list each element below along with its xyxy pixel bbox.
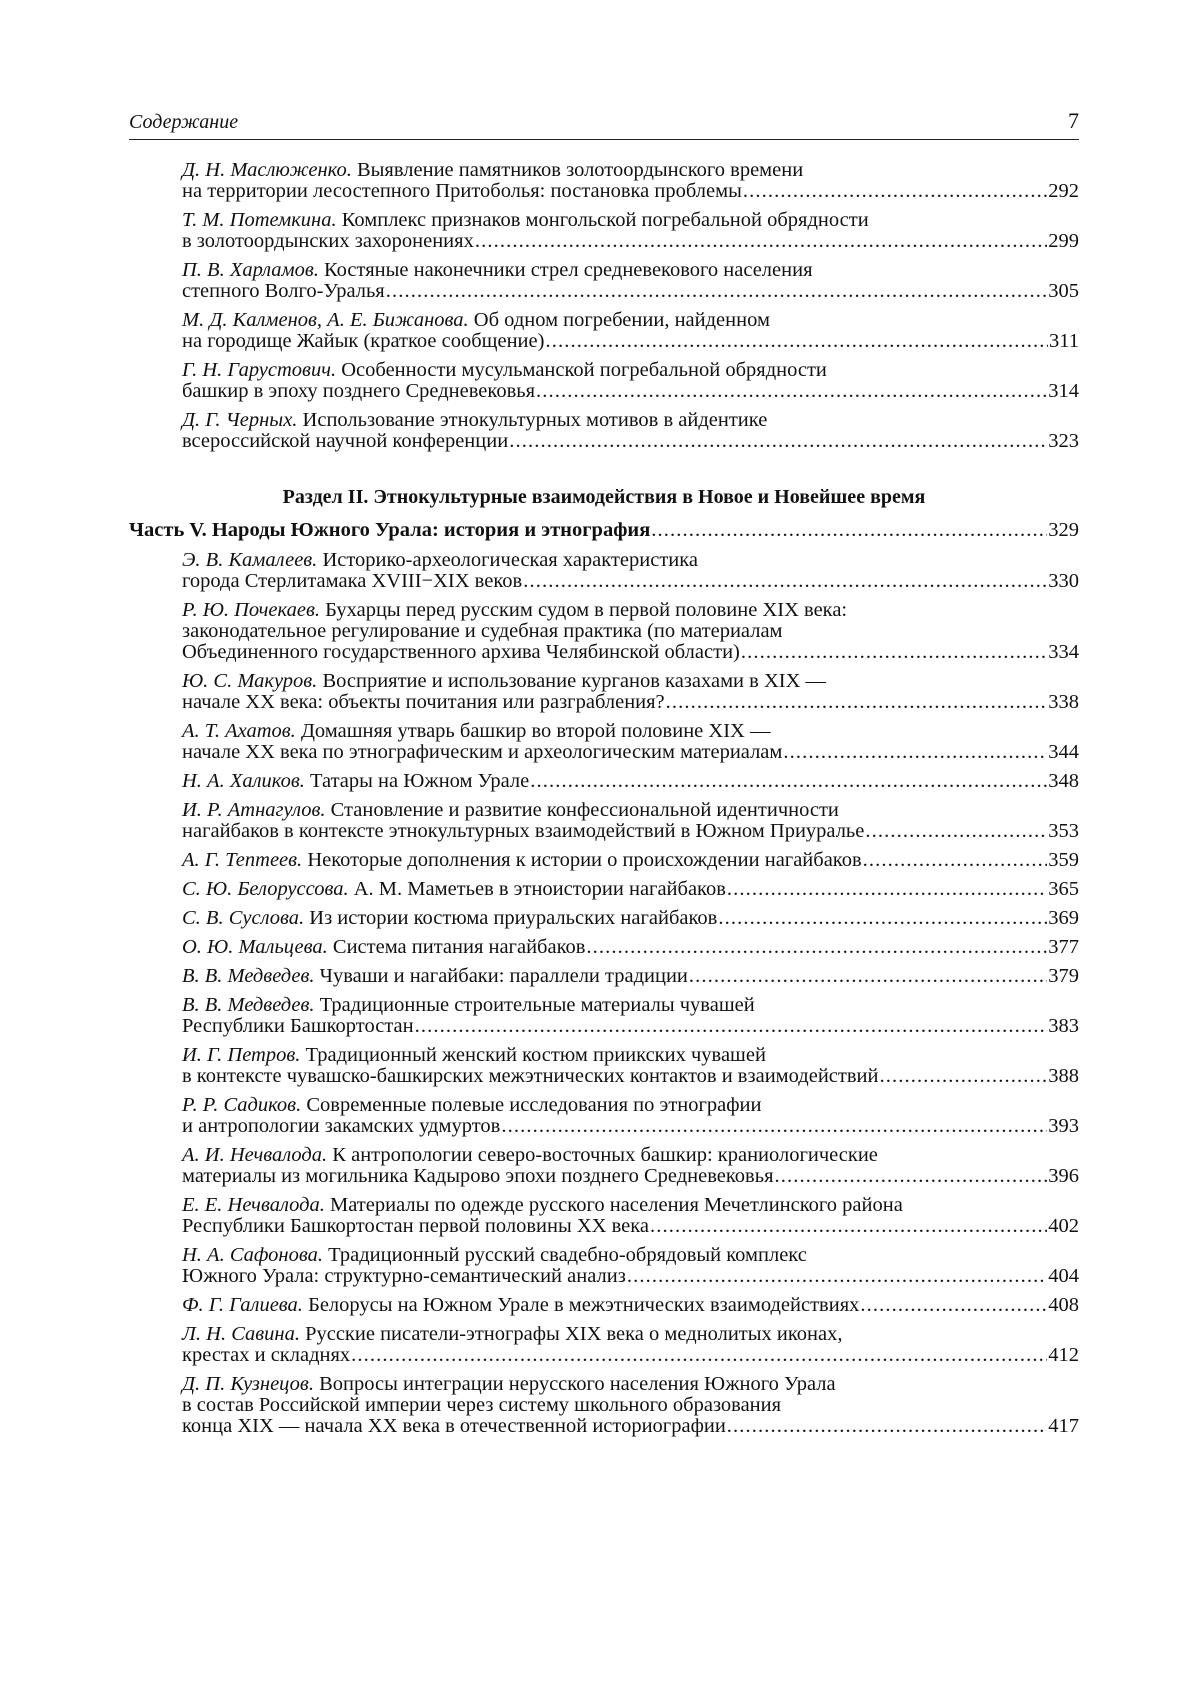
entry-last-line (182, 966, 1079, 987)
entry-last-line (182, 1416, 1079, 1437)
entry-title-text: в контексте чувашско-башкирских межэтнических контактов и взаимодействий (182, 1065, 879, 1087)
entry-author: Л. Н. Савина. (182, 1323, 300, 1345)
page-ref: 353 (1048, 820, 1079, 842)
entry-title-text: города Стерлитамака XVIII−XIX веков (182, 570, 523, 592)
entry-title-end (182, 181, 742, 202)
entry-title-line (182, 310, 1079, 331)
entry-author: Ф. Г. Галиева. (182, 1294, 303, 1316)
page-ref: 388 (1048, 1065, 1079, 1087)
page-ref: 348 (1048, 770, 1079, 792)
entry-last-line (182, 692, 1079, 713)
leader-dots (863, 850, 1048, 871)
entry-title-line (182, 1324, 1079, 1345)
page-ref: 311 (1049, 330, 1079, 352)
entry-title-text: Русские писатели-этнографы XIX века о меднолитых иконах, (305, 1323, 843, 1345)
toc-entry[interactable] (182, 937, 1079, 958)
leader-dots (783, 742, 1047, 763)
leader-dots (666, 692, 1048, 713)
toc-entry[interactable] (182, 879, 1079, 900)
entry-title-end (182, 908, 717, 929)
entry-title-text: Восприятие и использование курганов казахами в XIX — (322, 670, 826, 692)
entry-title-end (182, 1416, 726, 1437)
entry-author: С. В. Суслова. (182, 907, 305, 929)
entry-last-line (182, 571, 1079, 592)
entry-last-line (182, 908, 1079, 929)
entry-last-line (182, 1166, 1079, 1187)
entry-title-line (182, 621, 1079, 642)
entry-title-text: конца XIX — начала XX века в отечественной историографии (182, 1415, 726, 1437)
leader-dots (865, 821, 1047, 842)
entry-title-text: на территории лесостепного Притоболья: постановка проблемы (182, 180, 742, 202)
entry-last-line (182, 281, 1079, 302)
entry-title-line (182, 1245, 1079, 1266)
toc-page (129, 108, 1079, 1445)
entry-title-text: законодательное регулирование и судебная практика (по материалам (182, 620, 783, 642)
entry-title-end (182, 231, 474, 252)
entry-title-text: нагайбаков в контексте этнокультурных взаимодействий в Южном Приуралье (182, 820, 865, 842)
entry-last-line (182, 1216, 1079, 1237)
entry-title-text: Бухарцы перед русским судом в первой половине XIX века: (325, 599, 848, 621)
leader-dots (545, 331, 1048, 352)
entry-title-end (182, 1266, 626, 1287)
entry-title-end (182, 381, 535, 402)
header-page-number: 7 (1068, 108, 1079, 133)
entry-title-end (182, 331, 544, 352)
page-ref: 379 (1048, 965, 1079, 987)
page-ref: 314 (1048, 380, 1079, 402)
entry-title-line (182, 550, 1079, 571)
entry-title-line (182, 1045, 1079, 1066)
leader-dots (651, 519, 1047, 542)
entry-title-end (182, 821, 864, 842)
entry-title-end (182, 1066, 878, 1087)
leader-dots (501, 1116, 1047, 1137)
toc-entry[interactable] (182, 1145, 1079, 1187)
entry-title-text: Из истории костюма приуральских нагайбаков (309, 907, 718, 929)
entry-title-text: Чуваши и нагайбаки: параллели традиции (319, 965, 688, 987)
page-ref: 365 (1048, 878, 1079, 900)
leader-dots (860, 1295, 1047, 1316)
entry-title-end (182, 1345, 350, 1366)
entry-title-text: Костяные наконечники стрел средневекового населения (324, 259, 813, 281)
toc-entry[interactable] (182, 1245, 1079, 1287)
part-heading[interactable] (129, 519, 1079, 542)
entry-author: Д. Г. Черных. (182, 409, 298, 431)
header-title: Содержание (129, 111, 239, 133)
entry-title-text: крестах и складнях (182, 1344, 351, 1366)
toc-entry[interactable] (182, 671, 1079, 713)
toc-group-b (129, 550, 1079, 1437)
entry-last-line (182, 1345, 1079, 1366)
entry-author: В. В. Медведев. (182, 965, 315, 987)
entry-author: Р. Ю. Почекаев. (182, 599, 320, 621)
page-ref: 402 (1048, 1215, 1079, 1237)
page-ref: 329 (1048, 519, 1079, 541)
entry-last-line (182, 742, 1079, 763)
entry-author: И. Р. Атнагулов. (182, 799, 326, 821)
entry-title-text: Традиционные строительные материалы чувашей (319, 994, 755, 1016)
entry-last-line (182, 850, 1079, 871)
entry-author: О. Ю. Мальцева. (182, 936, 328, 958)
page-ref: 292 (1048, 180, 1079, 202)
toc-entry[interactable] (182, 908, 1079, 929)
entry-last-line (182, 771, 1079, 792)
page-ref: 408 (1048, 1294, 1079, 1316)
page-ref: 377 (1048, 936, 1079, 958)
toc-entry[interactable] (182, 550, 1079, 592)
entry-title-text: Южного Урала: структурно-семантический анализ (182, 1265, 626, 1287)
entry-title-end (182, 1166, 774, 1187)
leader-dots (650, 1216, 1047, 1237)
toc-entry[interactable] (182, 260, 1079, 302)
entry-title-line (182, 1195, 1079, 1216)
leader-dots (727, 879, 1047, 900)
entry-title-end (182, 966, 688, 987)
entry-title-end (182, 431, 508, 452)
toc-entry[interactable] (182, 1295, 1079, 1316)
page-ref: 417 (1048, 1415, 1079, 1437)
entry-author: А. И. Нечвалода. (182, 1144, 328, 1166)
page-ref: 404 (1048, 1265, 1079, 1287)
entry-author: Т. М. Потемкина. (182, 209, 337, 231)
toc-entry[interactable] (182, 310, 1079, 352)
toc-entry[interactable] (182, 1195, 1079, 1237)
page-ref: 338 (1048, 691, 1079, 713)
entry-author: М. Д. Калменов, А. Е. Бижанова. (182, 309, 469, 331)
entry-title-text: А. М. Маметьев в этноистории нагайбаков (353, 878, 726, 900)
leader-dots (627, 1266, 1047, 1287)
leader-dots (743, 181, 1047, 202)
entry-title-line (182, 1095, 1079, 1116)
leader-dots (775, 1166, 1048, 1187)
entry-last-line (182, 381, 1079, 402)
entry-title-text: Современные полевые исследования по этнографии (306, 1094, 762, 1116)
entry-title-text: Традиционный русский свадебно-обрядовый комплекс (328, 1244, 807, 1266)
entry-title-text: Республики Башкортостан первой половины XX века (182, 1215, 650, 1237)
entry-title-end (182, 1295, 859, 1316)
toc-entry[interactable] (182, 210, 1079, 252)
entry-title-text: Историко-археологическая характеристика (322, 549, 699, 571)
page-ref: 344 (1048, 741, 1079, 763)
page-ref: 369 (1048, 907, 1079, 929)
entry-title-end (182, 642, 740, 663)
entry-author: А. Т. Ахатов. (182, 720, 296, 742)
entry-author: Е. Е. Нечвалода. (182, 1194, 325, 1216)
page-ref: 412 (1048, 1344, 1079, 1366)
leader-dots (415, 1016, 1048, 1037)
entry-title-line (182, 1374, 1079, 1395)
entry-title-text: Об одном погребении, найденном (473, 309, 770, 331)
toc-entry[interactable] (182, 410, 1079, 452)
entry-last-line (182, 1295, 1079, 1316)
page-ref: 323 (1048, 430, 1079, 452)
toc-entry[interactable] (182, 1374, 1079, 1437)
leader-dots (475, 231, 1047, 252)
entry-title-text: степного Волго-Уралья (182, 280, 385, 302)
entry-title-line (182, 671, 1079, 692)
entry-title-line (182, 160, 1079, 181)
entry-title-end (182, 1216, 649, 1237)
page-ref: 393 (1048, 1115, 1079, 1137)
entry-title-end (182, 742, 782, 763)
entry-title-end (182, 1016, 414, 1037)
entry-last-line (182, 231, 1079, 252)
entry-title-text: Выявление памятников золотоордынского времени (356, 159, 804, 181)
entry-title-text: башкир в эпоху позднего Средневековья (182, 380, 536, 402)
leader-dots (351, 1345, 1047, 1366)
entry-title-line (182, 260, 1079, 281)
entry-title-text: К антропологии северо-восточных башкир: краниологические (332, 1144, 878, 1166)
page-ref: 383 (1048, 1015, 1079, 1037)
entry-title-text: Объединенного государственного архива Челябинской области) (182, 641, 740, 663)
entry-author: Э. В. Камалеев. (182, 549, 318, 571)
entry-last-line (182, 642, 1079, 663)
toc-entry[interactable] (182, 995, 1079, 1037)
toc-entry[interactable] (182, 360, 1079, 402)
entry-title-text: на городище Жайык (краткое сообщение) (182, 330, 545, 352)
entry-title-end (182, 879, 726, 900)
entry-last-line (182, 1066, 1079, 1087)
entry-title-line (182, 410, 1079, 431)
entry-author: Д. П. Кузнецов. (182, 1373, 314, 1395)
entry-last-line (182, 431, 1079, 452)
entry-title-text: Республики Башкортостан (182, 1015, 414, 1037)
entry-title-line (182, 800, 1079, 821)
entry-author: Н. А. Халиков. (182, 770, 305, 792)
entry-title-text: Использование этнокультурных мотивов в айдентике (302, 409, 768, 431)
entry-title-end (182, 771, 529, 792)
leader-dots (586, 937, 1047, 958)
entry-title-text: Домашняя утварь башкир во второй половине XIX — (300, 720, 771, 742)
entry-title-end (182, 692, 665, 713)
entry-author: А. Г. Тептеев. (182, 849, 303, 871)
entry-title-line (182, 1395, 1079, 1416)
entry-last-line (182, 331, 1079, 352)
toc-entry[interactable] (182, 966, 1079, 987)
leader-dots (536, 381, 1047, 402)
page-ref: 305 (1048, 280, 1079, 302)
entry-author: Р. Р. Садиков. (182, 1094, 302, 1116)
leader-dots (879, 1066, 1047, 1087)
entry-title-line (182, 360, 1079, 381)
entry-author: П. В. Харламов. (182, 259, 319, 281)
entry-author: С. Ю. Белоруссова. (182, 878, 349, 900)
toc-entry[interactable] (182, 160, 1079, 202)
page-ref: 359 (1048, 849, 1079, 871)
entry-title-text: и антропологии закамских удмуртов (182, 1115, 501, 1137)
toc-group-a (129, 160, 1079, 452)
entry-last-line (182, 937, 1079, 958)
leader-dots (530, 771, 1047, 792)
part-title: Часть V. Народы Южного Урала: история и этнография (129, 519, 651, 541)
entry-title-end (182, 850, 862, 871)
toc-entry[interactable] (182, 721, 1079, 763)
entry-title-end (182, 571, 522, 592)
entry-author: И. Г. Петров. (182, 1044, 301, 1066)
entry-title-line (182, 1145, 1079, 1166)
entry-last-line (182, 879, 1079, 900)
entry-title-end (182, 937, 585, 958)
entry-title-text: Комплекс признаков монгольской погребальной обрядности (341, 209, 869, 231)
toc-entry[interactable] (182, 1095, 1079, 1137)
entry-author: В. В. Медведев. (182, 994, 315, 1016)
entry-title-end (182, 1116, 500, 1137)
entry-title-text: Материалы по одежде русского населения Мечетлинского района (330, 1194, 903, 1216)
entry-title-text: Некоторые дополнения к истории о происхождении нагайбаков (307, 849, 862, 871)
leader-dots (727, 1416, 1047, 1437)
leader-dots (718, 908, 1047, 929)
toc-entry[interactable] (182, 1045, 1079, 1087)
entry-title-text: в золотоордынских захоронениях (182, 230, 474, 252)
toc-entry[interactable] (182, 800, 1079, 842)
page-ref: 334 (1048, 641, 1079, 663)
leader-dots (509, 431, 1047, 452)
entry-title-text: материалы из могильника Кадырово эпохи позднего Средневековья (182, 1165, 774, 1187)
entry-title-text: Традиционный женский костюм приикских чувашей (305, 1044, 766, 1066)
entry-title-text: Становление и развитие конфессиональной идентичности (330, 799, 839, 821)
entry-last-line (182, 821, 1079, 842)
entry-title-text: Белорусы на Южном Урале в межэтнических взаимодействиях (308, 1294, 860, 1316)
leader-dots (386, 281, 1048, 302)
entry-title-line (182, 721, 1079, 742)
entry-title-text: начале XX века: объекты почитания или разграбления? (182, 691, 665, 713)
toc-entry[interactable] (182, 850, 1079, 871)
entry-title-text: всероссийской научной конференции (182, 430, 509, 452)
toc-list (129, 160, 1079, 1437)
entry-last-line (182, 1116, 1079, 1137)
toc-entry[interactable] (182, 1324, 1079, 1366)
leader-dots (523, 571, 1047, 592)
entry-title-line (182, 210, 1079, 231)
leader-dots (741, 642, 1047, 663)
entry-author: Ю. С. Макуров. (182, 670, 318, 692)
section-title: Раздел II. Этнокультурные взаимодействия в Новое и Новейшее время (282, 486, 926, 508)
leader-dots (689, 966, 1047, 987)
entry-last-line (182, 1266, 1079, 1287)
entry-title-text: Татары на Южном Урале (310, 770, 530, 792)
entry-title-text: Система питания нагайбаков (332, 936, 586, 958)
entry-title-text: в состав Российской империи через систему школьного образования (182, 1394, 782, 1416)
entry-title-text: Особенности мусульманской погребальной обрядности (341, 359, 827, 381)
entry-author: Г. Н. Гарустович. (182, 359, 337, 381)
entry-author: Д. Н. Маслюженко. (182, 159, 352, 181)
page-ref: 330 (1048, 570, 1079, 592)
toc-entry[interactable] (182, 771, 1079, 792)
entry-title-end (182, 281, 385, 302)
page-ref: 299 (1048, 230, 1079, 252)
entry-last-line (182, 181, 1079, 202)
entry-title-line (182, 995, 1079, 1016)
entry-title-text: Вопросы интеграции нерусского населения Южного Урала (319, 1373, 836, 1395)
entry-last-line (182, 1016, 1079, 1037)
entry-author: Н. А. Сафонова. (182, 1244, 323, 1266)
entry-title-line (182, 600, 1079, 621)
running-header (129, 108, 1079, 140)
page-ref: 396 (1048, 1165, 1079, 1187)
entry-title-text: начале XX века по этнографическим и археологическим материалам (182, 741, 783, 763)
toc-entry[interactable] (182, 600, 1079, 663)
